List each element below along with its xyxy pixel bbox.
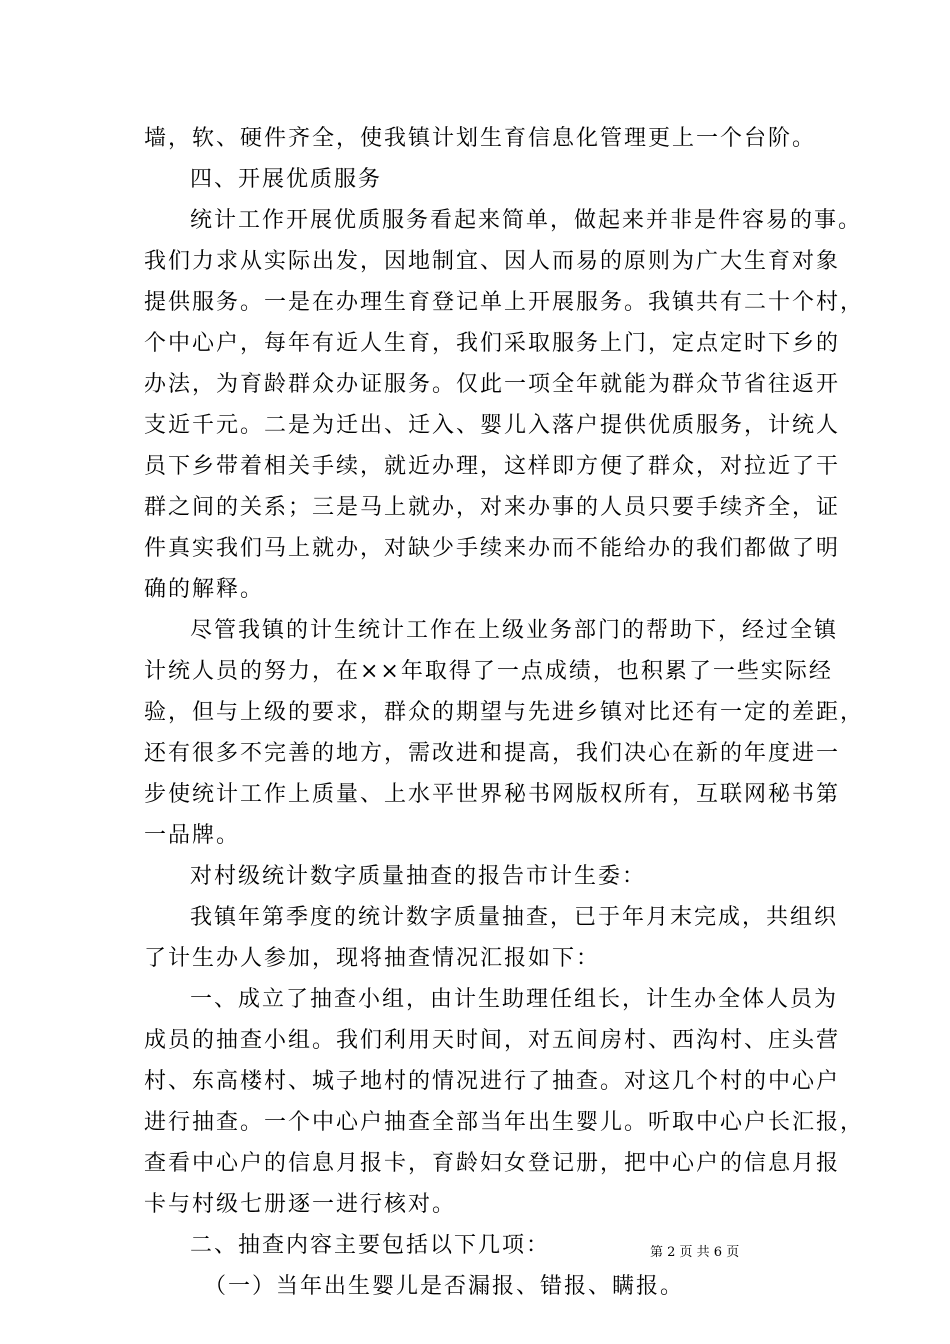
text-line: 计统人员的努力，在××年取得了一点成绩，也积累了一些实际经 [144,659,833,684]
text-line: 进行抽查。一个中心户抽查全部当年出生婴儿。听取中心户长汇报， [144,1110,865,1135]
text-line: 一、成立了抽查小组，由计生助理任组长，计生办全体人员为 [190,987,839,1012]
text-line: 步使统计工作上质量、上水平世界秘书网版权所有，互联网秘书第 [144,782,841,807]
text-line: 件真实我们马上就办，对缺少手续来办而不能给办的我们都做了明 [144,536,841,561]
text-line: 查看中心户的信息月报卡，育龄妇女登记册，把中心户的信息月报 [144,1151,841,1176]
text-line: 我们力求从实际出发，因地制宜、因人而易的原则为广大生育对象 [144,249,841,274]
text-line: 验，但与上级的要求，群众的期望与先进乡镇对比还有一定的差距， [144,700,865,725]
text-line: 墙，软、硬件齐全，使我镇计划生育信息化管理更上一个台阶。 [144,126,817,151]
text-line: 我镇年第季度的统计数字质量抽查，已于年月末完成，共组织 [190,905,839,930]
section-heading: 二、抽查内容主要包括以下几项： [190,1233,551,1258]
text-line: 村、东高楼村、城子地村的情况进行了抽查。对这几个村的中心户 [144,1069,841,1094]
text-line: 群之间的关系；三是马上就办，对来办事的人员只要手续齐全，证 [144,495,841,520]
text-line: 尽管我镇的计生统计工作在上级业务部门的帮助下，经过全镇 [190,618,839,643]
text-line: 支近千元。二是为迁出、迁入、婴儿入落户提供优质服务，计统人 [144,413,841,438]
text-line: 个中心户，每年有近人生育，我们采取服务上门，定点定时下乡的 [144,331,841,356]
text-line: 还有很多不完善的地方，需改进和提高，我们决心在新的年度进一 [144,741,841,766]
text-line: 办法，为育龄群众办证服务。仅此一项全年就能为群众节省往返开 [144,372,841,397]
text-line: 卡与村级七册逐一进行核对。 [144,1192,457,1217]
text-line: 确的解释。 [144,577,265,602]
text-line: 一品牌。 [144,823,241,848]
text-line: 统计工作开展优质服务看起来简单，做起来并非是件容易的事。 [190,208,863,233]
text-line: 员下乡带着相关手续，就近办理，这样即方便了群众，对拉近了干 [144,454,841,479]
text-line: 了计生办人参加，现将抽查情况汇报如下： [144,946,601,971]
section-heading: 四、开展优质服务 [190,167,383,192]
document-body [144,118,865,1307]
page-number: 第 2 页 共 6 页 [650,1245,740,1260]
text-line: 成员的抽查小组。我们利用天时间，对五间房村、西沟村、庄头营 [144,1028,841,1053]
text-line: 提供服务。一是在办理生育登记单上开展服务。我镇共有二十个村， [144,290,865,315]
report-title: 对村级统计数字质量抽查的报告市计生委： [190,864,647,889]
text-line: （一）当年出生婴儿是否漏报、错报、瞒报。 [204,1274,685,1299]
